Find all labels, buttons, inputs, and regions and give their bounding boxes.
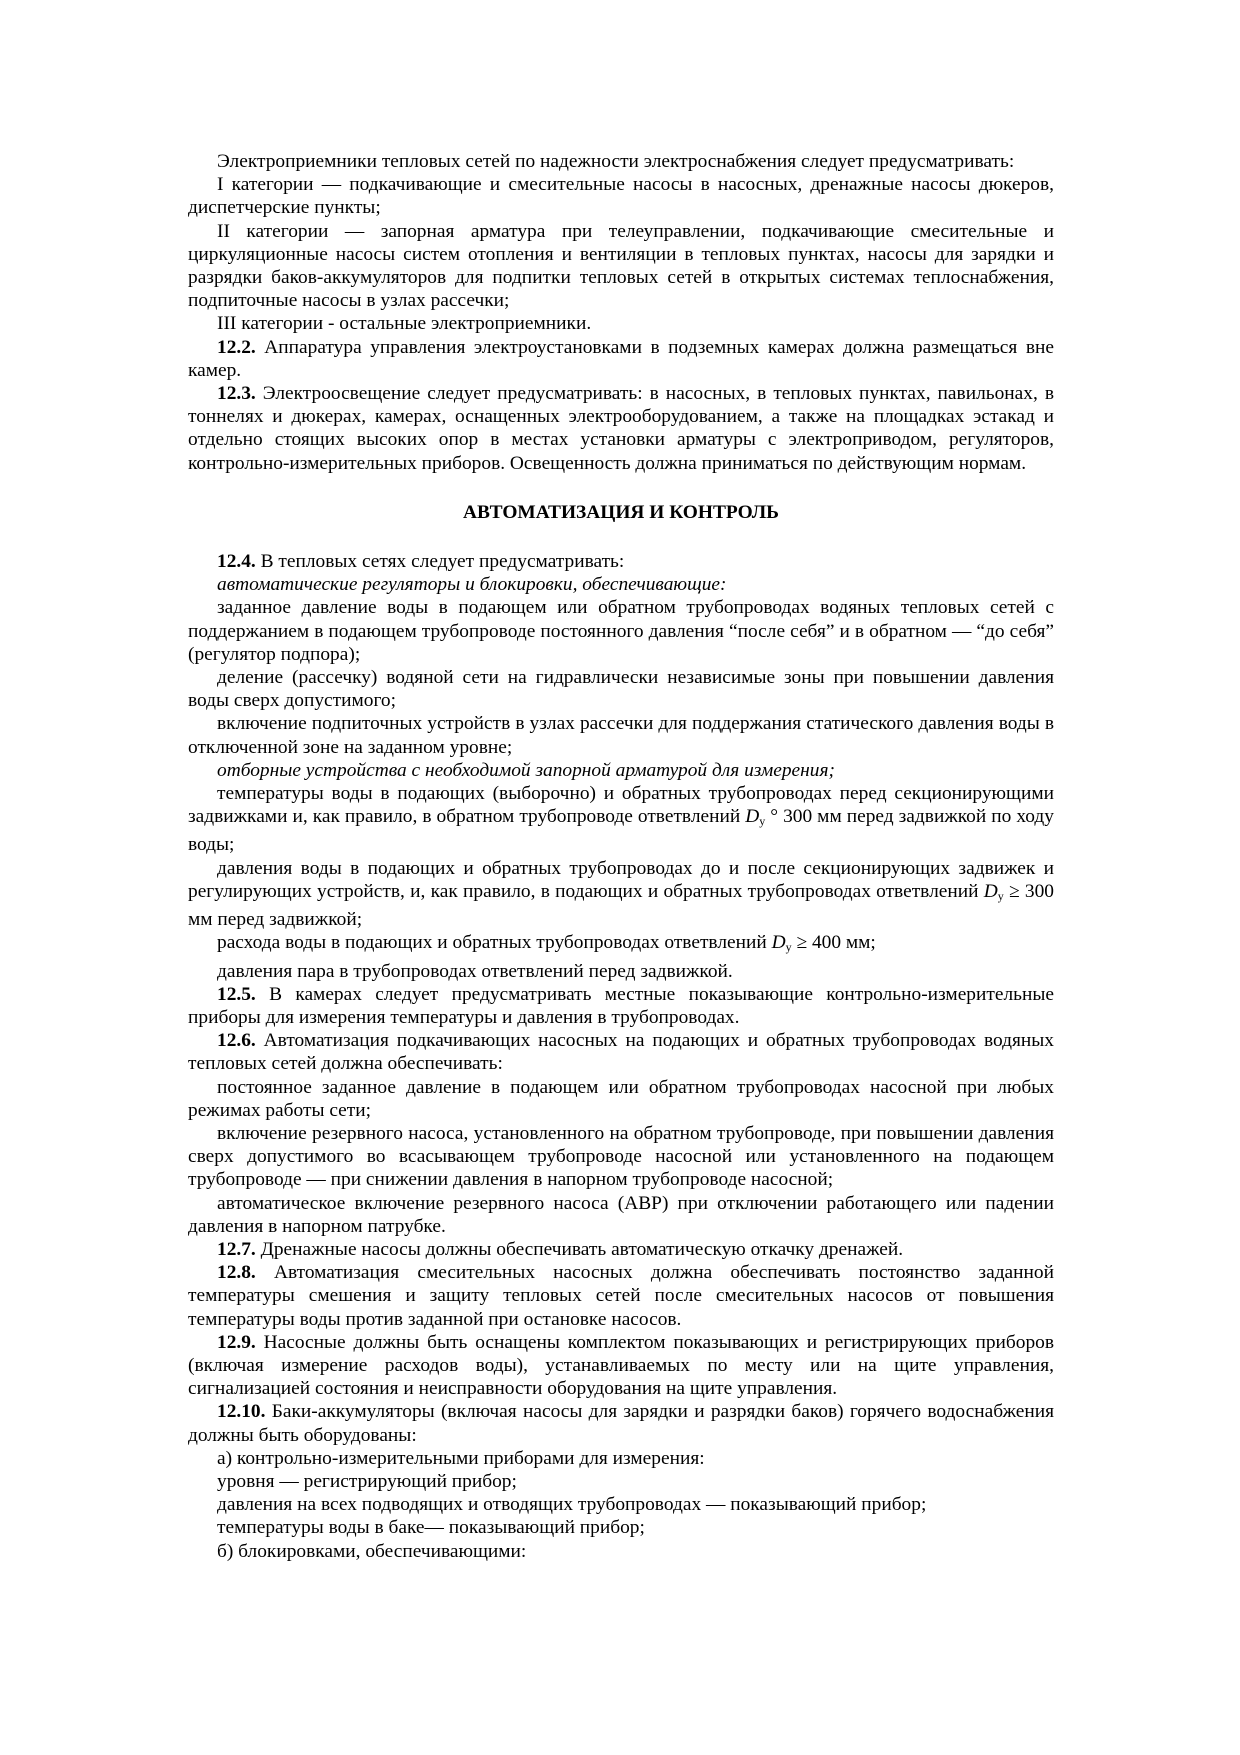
paragraph: автоматическое включение резервного насоса (АВР) при отключении работающего или падении давления в напорном патрубке. bbox=[188, 1192, 1054, 1237]
paragraph: включение резервного насоса, установленного на обратном трубопроводе, при повышении давления сверх допустимого во всасывающем трубопроводе насосной или установленного на подающем трубопроводе — при снижении давления в напорном трубопроводе насосной; bbox=[188, 1122, 1054, 1191]
paragraph: постоянное заданное давление в подающем или обратном трубопроводах насосной при любых режимах работы сети; bbox=[188, 1076, 1054, 1121]
list-item: температуры воды в баке— показывающий прибор; bbox=[217, 1517, 645, 1539]
list-item: уровня — регистрирующий прибор; bbox=[217, 1470, 517, 1492]
list-item: б) блокировками, обеспечивающими: bbox=[217, 1540, 527, 1562]
paragraph: автоматические регуляторы и блокировки, обеспечивающие: bbox=[217, 574, 727, 596]
clause-12-8: 12.8. Автоматизация смесительных насосных должна обеспечивать постоянство заданной температуры смешения и защиту тепловых сетей после смесительных насосов от повышения температуры воды против заданной при остановке насосов. bbox=[188, 1262, 1054, 1330]
clause-12-10: 12.10. Баки-аккумуляторы (включая насосы для зарядки и разрядки баков) горячего водоснабжения должны быть оборудованы: bbox=[188, 1401, 1054, 1446]
paragraph: деление (рассечку) водяной сети на гидравлически независимые зоны при повышении давления воды сверх допустимого; bbox=[188, 667, 1054, 712]
paragraph: давления воды в подающих и обратных трубопроводах до и после секционирующих задвижек и регулирующих устройств, и, как правило, в подающих и обратных трубопроводах ответвлений $D_y \ge 300$ мм перед задвижкой; bbox=[188, 857, 1054, 931]
clause-12-6: 12.6. Автоматизация подкачивающих насосных на подающих и обратных трубопроводах водяных тепловых сетей должна обеспечивать: bbox=[188, 1030, 1054, 1075]
paragraph: I категории — подкачивающие и смесительные насосы в насосных, дренажные насосы дюкеров, диспетчерские пункты; bbox=[188, 174, 1054, 219]
paragraph: II категории — запорная арматура при телеуправлении, подкачивающие смесительные и циркуляционные насосы систем отопления и вентиляции в тепловых пунктах, насосы для зарядки и разрядки баков-аккумуляторов для подпитки тепловых сетей в открытых системах теплоснабжения, подпиточные насосы в узлах рассечки; bbox=[188, 220, 1054, 312]
paragraph: отборные устройства с необходимой запорной арматурой для измерения; bbox=[217, 759, 835, 781]
paragraph: III категории - остальные электроприемники. bbox=[217, 313, 592, 335]
document-body bbox=[188, 150, 1054, 1563]
list-item: давления на всех подводящих и отводящих трубопроводах — показывающий прибор; bbox=[217, 1494, 927, 1516]
paragraph: расхода воды в подающих и обратных трубопроводах ответвлений $D_y \ge 400$ мм; bbox=[217, 932, 876, 955]
clause-12-4: 12.4. В тепловых сетях следует предусматривать: bbox=[217, 551, 625, 573]
clause-12-9: 12.9. Насосные должны быть оснащены комплектом показывающих и регистрирующих приборов (включая измерение расходов воды), устанавливаемых по месту или на щите управления, сигнализацией состояния и неисправности оборудования на щите управления. bbox=[188, 1331, 1054, 1400]
clause-12-2: 12.2. Аппаратура управления электроустановками в подземных камерах должна размещаться вне камер. bbox=[188, 336, 1054, 381]
clause-12-3: 12.3. Электроосвещение следует предусматривать: в насосных, в тепловых пунктах, павильонах, в тоннелях и дюкерах, камерах, оснащенных электрооборудованием, а также на площадках эстакад и отдельно стоящих высоких опор в местах установки арматуры с электроприводом, регуляторов, контрольно-измерительных приборов. Освещенность должна приниматься по действующим нормам. bbox=[188, 383, 1054, 474]
paragraph: заданное давление воды в подающем или обратном трубопроводах водяных тепловых сетей с поддержанием в подающем трубопроводе постоянного давления “после себя” и в обратном — “до себя” (регулятор подпора); bbox=[188, 597, 1054, 665]
clause-12-7: 12.7. Дренажные насосы должны обеспечивать автоматическую откачку дренажей. bbox=[217, 1238, 904, 1260]
section-heading: АВТОМАТИЗАЦИЯ И КОНТРОЛЬ bbox=[462, 501, 780, 523]
paragraph: Электроприемники тепловых сетей по надежности электроснабжения следует предусматривать: bbox=[217, 151, 1015, 172]
list-item: а) контрольно-измерительными приборами для измерения: bbox=[217, 1447, 705, 1469]
clause-12-5: 12.5. В камерах следует предусматривать местные показывающие контрольно-измерительные приборы для измерения температуры и давления в трубопроводах. bbox=[188, 983, 1054, 1028]
paragraph: давления пара в трубопроводах ответвлений перед задвижкой. bbox=[217, 960, 733, 982]
paragraph: температуры воды в подающих (выборочно) и обратных трубопроводах перед секционирующими задвижками и, как правило, в обратном трубопроводе ответвлений $D_y$ ° 300 мм перед задвижкой по ходу воды; bbox=[188, 783, 1054, 856]
paragraph: включение подпиточных устройств в узлах рассечки для поддержания статического давления воды в отключенной зоне на заданном уровне; bbox=[188, 713, 1054, 758]
